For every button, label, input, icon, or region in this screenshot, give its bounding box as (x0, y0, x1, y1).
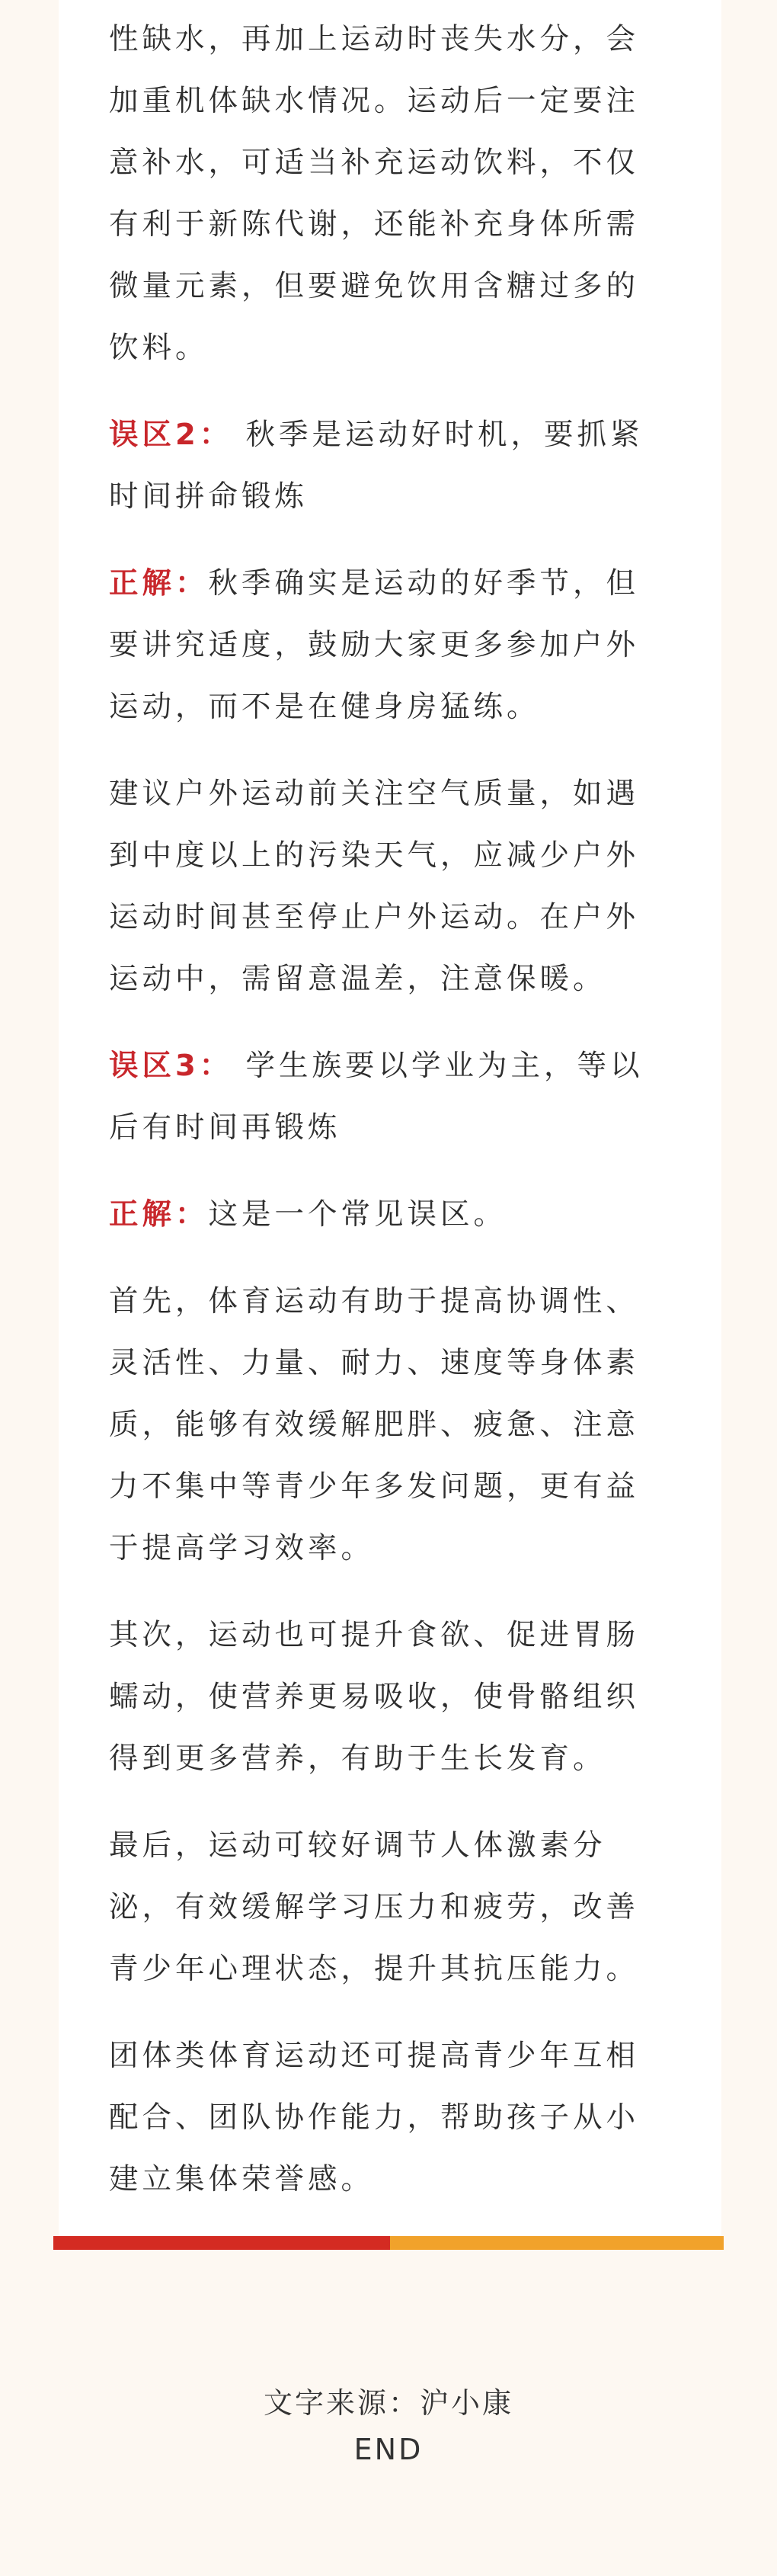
answer-3 (109, 1184, 671, 1245)
divider-bar (53, 2236, 724, 2250)
myth-3-text: 学生族要以学业为主，等以后有时间再锻炼 (109, 1049, 644, 1145)
paragraph-last: 最后，运动可较好调节人体激素分泌，有效缓解学习压力和疲劳，改善青少年心理状态，提升其抗压能力。 (109, 1828, 640, 1986)
article-body (109, 0, 671, 2235)
answer-2-text: 秋季确实是运动的好季节，但要讲究适度，鼓励大家更多参加户外运动，而不是在健身房猛练。 (109, 566, 640, 724)
answer-2-label: 正解： (109, 566, 209, 601)
answer-3-label: 正解： (109, 1197, 209, 1232)
divider-bar-orange (390, 2236, 724, 2250)
divider-bar-red (53, 2236, 390, 2250)
answer-3-text: 这是一个常见误区。 (208, 1197, 507, 1232)
myth-3-label: 误区3： (109, 1049, 233, 1083)
myth-2 (109, 404, 671, 527)
myth-3 (109, 1035, 671, 1158)
myth-2-label: 误区2： (109, 418, 233, 452)
myth-2-text: 秋季是运动好时机，要抓紧时间拼命锻炼 (109, 418, 644, 514)
article-card (59, 0, 721, 2236)
paragraph-team: 团体类体育运动还可提高青少年互相配合、团队协作能力，帮助孩子从小建立集体荣誉感。 (109, 2039, 640, 2196)
source-credit: 文字来源：沪小康 (263, 2386, 513, 2420)
paragraph-second: 其次，运动也可提升食欲、促进胃肠蠕动，使营养更易吸收，使骨骼组织得到更多营养，有助于生长发育。 (109, 1618, 640, 1776)
paragraph-outdoor: 建议户外运动前关注空气质量，如遇到中度以上的污染天气，应减少户外运动时间甚至停止户外运动。在户外运动中，需留意温差，注意保暖。 (109, 777, 640, 996)
end-mark: END (353, 2433, 424, 2466)
paragraph-first: 首先，体育运动有助于提高协调性、灵活性、力量、耐力、速度等身体素质，能够有效缓解肥胖、疲惫、注意力不集中等青少年多发问题，更有益于提高学习效率。 (109, 1284, 640, 1565)
paragraph-hydration: 性缺水，再加上运动时丧失水分，会加重机体缺水情况。运动后一定要注意补水，可适当补充运动饮料，不仅有利于新陈代谢，还能补充身体所需微量元素，但要避免饮用含糖过多的饮料。 (109, 22, 640, 365)
answer-2 (109, 553, 671, 738)
